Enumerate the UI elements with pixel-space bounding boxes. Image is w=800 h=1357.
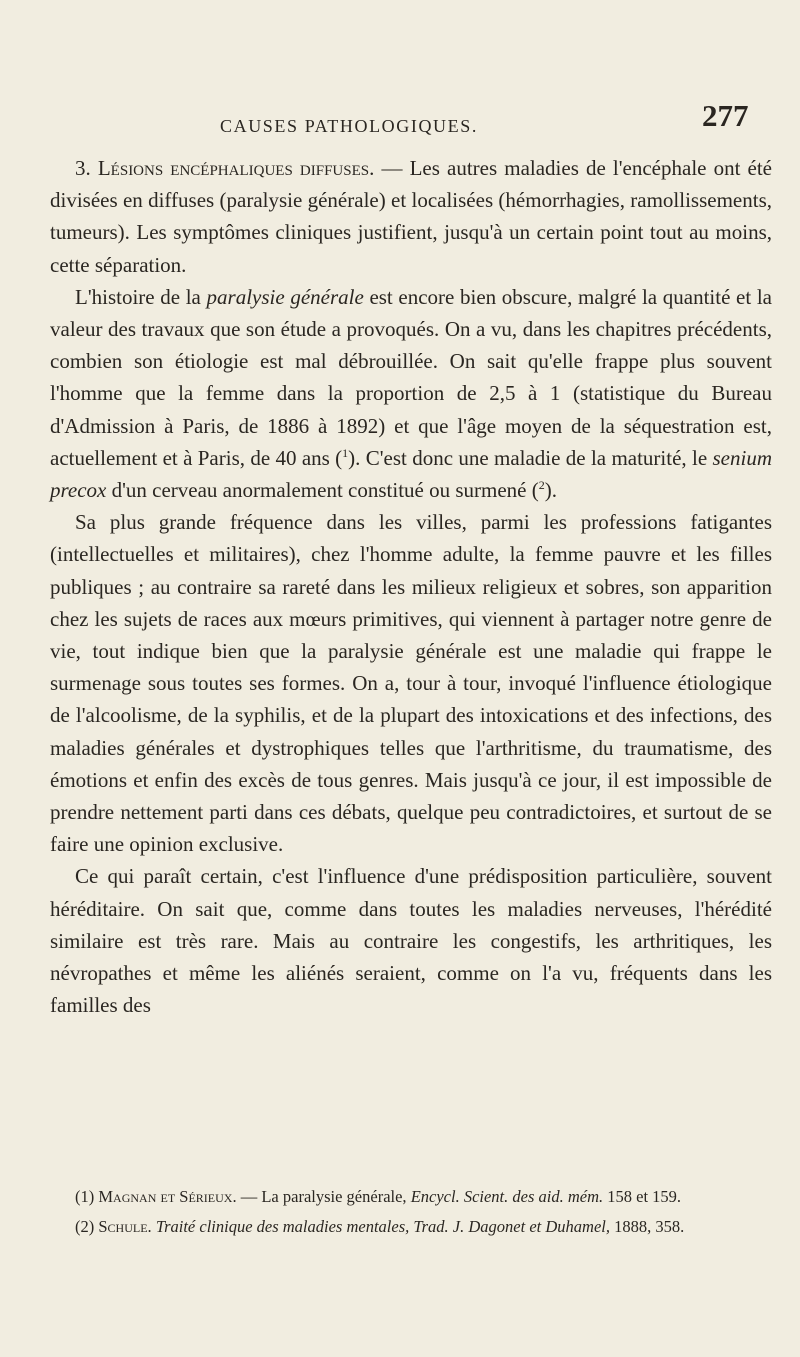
paragraph-paralysie: L'histoire de la paralysie générale est encore bien obscure, malgré la quantité et la valeur des travaux que son étude a provoqués. On a vu, dans les chapitres précédents, combien son étiologie est mal débrouillée. On sait qu'elle frappe plus souvent l'homme que la femme dans la proportion de 2,5 à 1 (statistique du Bureau d'Admission à Paris, de 1886 à 1892) et que l'âge moyen de la séquestration est, actuellement et à Paris, de 40 ans ($^1$). C'est donc une maladie de la maturité, le senium precox d'un cerveau anormalement constitué ou surmené ($^2$).: [50, 284, 773, 503]
footnotes: [50, 1186, 772, 1246]
footnote-1: (1) Magnan et Sérieux. — La paralysie générale, Encycl. Scient. des aid. mém. 158 et 159.: [75, 1187, 682, 1206]
footnote-ref: 2: [538, 478, 545, 493]
body-text: [50, 152, 772, 1021]
running-title: CAUSES PATHOLOGIQUES.: [220, 116, 478, 136]
section-heading: 3. Lésions encéphaliques diffuses.: [75, 156, 375, 180]
paragraph-lesions: 3. Lésions encéphaliques diffuses. — Les autres maladies de l'encéphale ont été divisées en diffuses (paralysie générale) et localisées (hémorrhagies, ramollissements, tumeurs). Les symptômes cliniques justifient, jusqu'à un certain point tout au moins, cette séparation.: [50, 156, 773, 277]
paragraph-predisposition: Ce qui paraît certain, c'est l'influence d'une prédisposition particulière, souvent héréditaire. On sait que, comme dans toutes les maladies nerveuses, l'hérédité similaire est très rare. Mais au contraire les congestifs, les arthritiques, les névropathes et même les aliénés seraient, comme on l'a vu, fréquents dans les familles des: [50, 864, 772, 1018]
page-number: 277: [702, 98, 749, 133]
emphasis-term: paralysie générale: [206, 284, 364, 309]
footnote-ref: 1: [342, 445, 349, 460]
page-header: [0, 98, 800, 142]
emphasis-term: senium precox: [50, 445, 772, 503]
paragraph-frequence: Sa plus grande fréquence dans les villes, parmi les professions fatigantes (intellectuelles et militaires), chez l'homme adulte, la femme pauvre et les filles publiques ; au contraire sa rareté dans les milieux religieux et sobres, son apparition chez les sujets de races aux mœurs primitives, qui viennent à partager notre genre de vie, tout indique bien que la paralysie générale est une maladie qui frappe le surmenage sous toutes ses formes. On a, tour à tour, invoqué l'influence étiologique de l'alcoolisme, de la syphilis, et de la plupart des intoxications et des infections, des maladies générales et dystrophiques telles que l'arthritisme, du traumatisme, des émotions et enfin des excès de tous genres. Mais jusqu'à ce jour, il est impossible de prendre nettement parti dans ces débats, quelque peu contradictoires, et surtout de se faire une opinion exclusive.: [50, 510, 772, 857]
footnote-2: (2) Schule. Traité clinique des maladies mentales, Trad. J. Dagonet et Duhamel, 1888, 358.: [75, 1217, 685, 1236]
